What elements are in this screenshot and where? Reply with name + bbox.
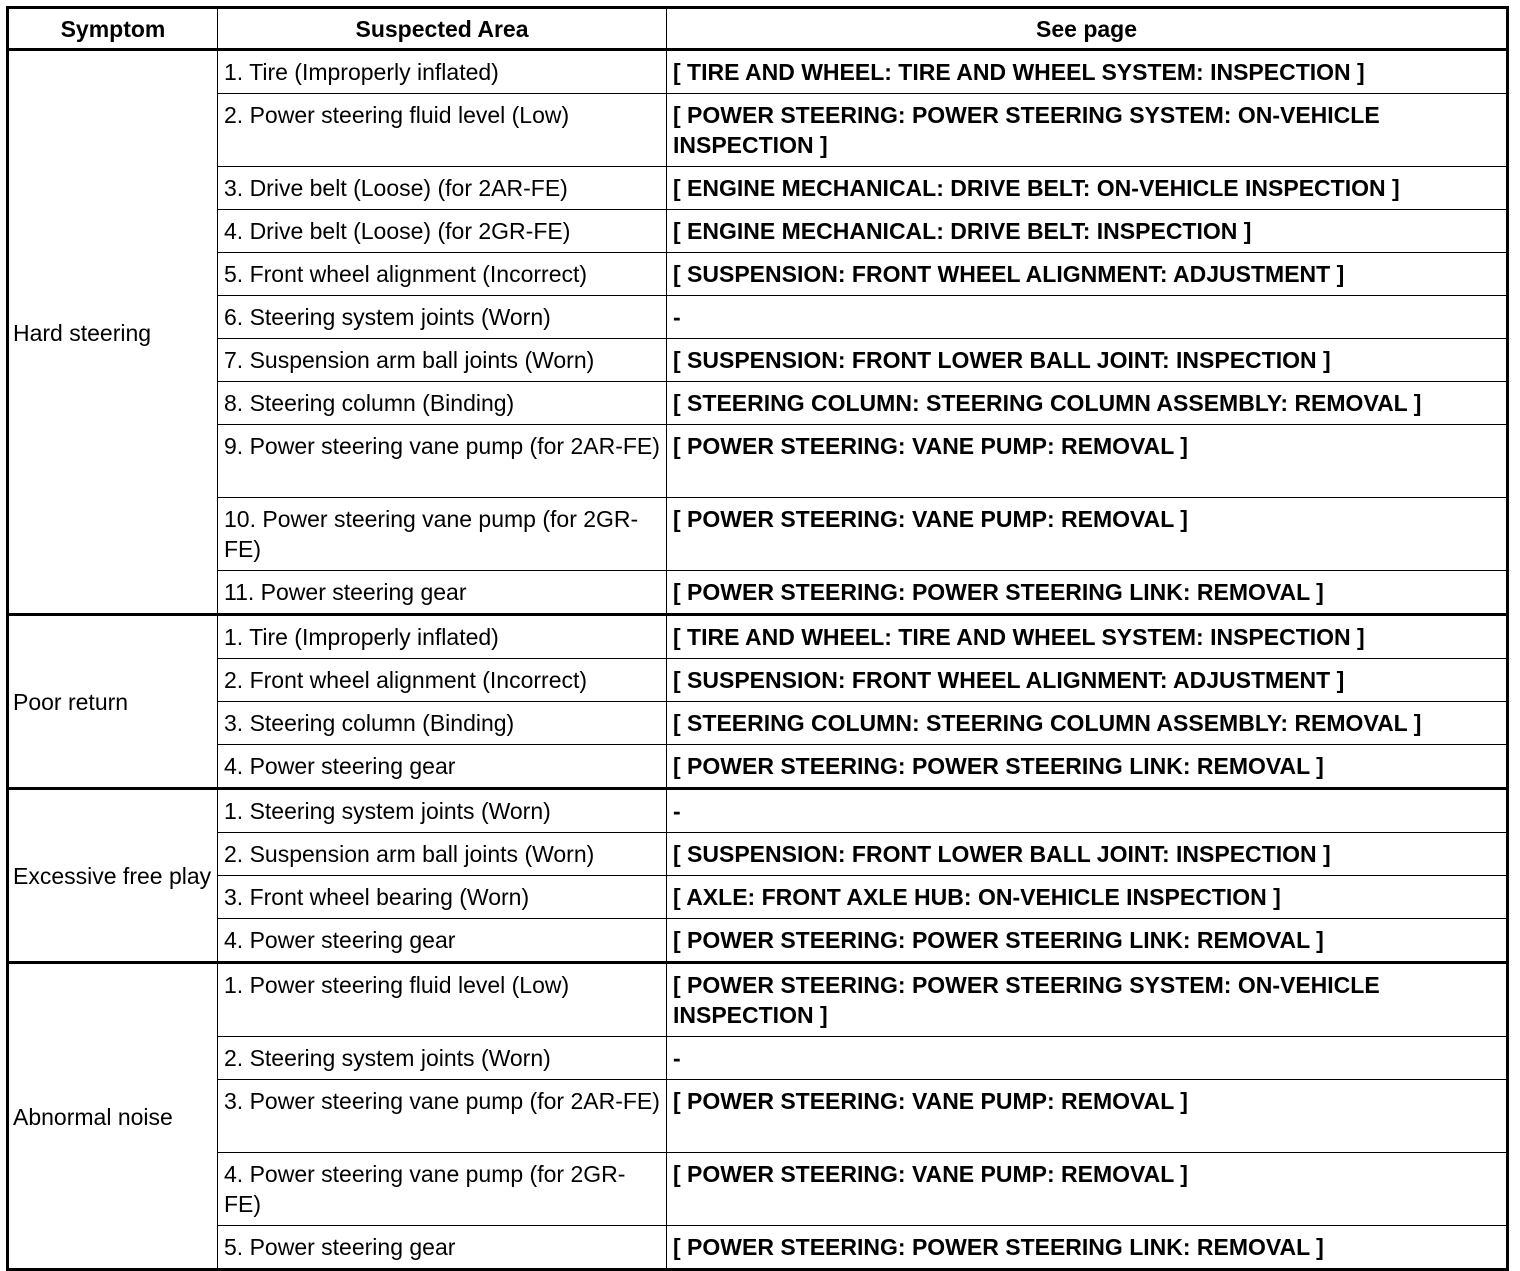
- suspected-area-cell: 3. Steering column (Binding): [218, 702, 667, 745]
- table-row: [8, 382, 1508, 425]
- symptom-group: [8, 615, 1508, 789]
- see-page-cell: [ POWER STEERING: VANE PUMP: REMOVAL ]: [667, 1153, 1508, 1226]
- see-page-cell: [ TIRE AND WHEEL: TIRE AND WHEEL SYSTEM: INSPECTION ]: [667, 615, 1508, 659]
- see-page-cell: [ POWER STEERING: VANE PUMP: REMOVAL ]: [667, 425, 1508, 498]
- table-row: [8, 659, 1508, 702]
- table-row: [8, 1226, 1508, 1270]
- header-row: [8, 8, 1508, 50]
- see-page-cell: [ POWER STEERING: POWER STEERING LINK: REMOVAL ]: [667, 745, 1508, 789]
- suspected-area-cell: 4. Power steering gear: [218, 745, 667, 789]
- symptom-cell: Hard steering: [8, 50, 218, 615]
- suspected-area-cell: 2. Steering system joints (Worn): [218, 1037, 667, 1080]
- see-page-cell: [ TIRE AND WHEEL: TIRE AND WHEEL SYSTEM: INSPECTION ]: [667, 50, 1508, 94]
- suspected-area-cell: 1. Steering system joints (Worn): [218, 789, 667, 833]
- see-page-cell: [ AXLE: FRONT AXLE HUB: ON-VEHICLE INSPECTION ]: [667, 876, 1508, 919]
- suspected-area-cell: 4. Power steering vane pump (for 2GR-FE): [218, 1153, 667, 1226]
- see-page-cell: [ POWER STEERING: VANE PUMP: REMOVAL ]: [667, 498, 1508, 571]
- suspected-area-cell: 5. Front wheel alignment (Incorrect): [218, 253, 667, 296]
- see-page-cell: [ POWER STEERING: POWER STEERING LINK: REMOVAL ]: [667, 571, 1508, 615]
- table-row: [8, 1153, 1508, 1226]
- see-page-cell: [ STEERING COLUMN: STEERING COLUMN ASSEMBLY: REMOVAL ]: [667, 382, 1508, 425]
- suspected-area-cell: 6. Steering system joints (Worn): [218, 296, 667, 339]
- diagnosis-table: [6, 6, 1509, 1271]
- header-suspected-area: Suspected Area: [218, 8, 667, 50]
- suspected-area-cell: 10. Power steering vane pump (for 2GR-FE): [218, 498, 667, 571]
- see-page-cell: [ SUSPENSION: FRONT WHEEL ALIGNMENT: ADJUSTMENT ]: [667, 659, 1508, 702]
- see-page-cell: -: [667, 296, 1508, 339]
- see-page-cell: [ ENGINE MECHANICAL: DRIVE BELT: ON-VEHICLE INSPECTION ]: [667, 167, 1508, 210]
- table-row: [8, 963, 1508, 1037]
- table-row: [8, 571, 1508, 615]
- see-page-cell: [ SUSPENSION: FRONT WHEEL ALIGNMENT: ADJUSTMENT ]: [667, 253, 1508, 296]
- suspected-area-cell: 2. Front wheel alignment (Incorrect): [218, 659, 667, 702]
- see-page-cell: [ POWER STEERING: POWER STEERING SYSTEM: ON-VEHICLE INSPECTION ]: [667, 963, 1508, 1037]
- suspected-area-cell: 9. Power steering vane pump (for 2AR-FE): [218, 425, 667, 498]
- see-page-cell: [ SUSPENSION: FRONT LOWER BALL JOINT: INSPECTION ]: [667, 339, 1508, 382]
- suspected-area-cell: 3. Drive belt (Loose) (for 2AR-FE): [218, 167, 667, 210]
- suspected-area-cell: 1. Tire (Improperly inflated): [218, 50, 667, 94]
- suspected-area-cell: 3. Power steering vane pump (for 2AR-FE): [218, 1080, 667, 1153]
- see-page-cell: [ POWER STEERING: POWER STEERING LINK: REMOVAL ]: [667, 919, 1508, 963]
- see-page-cell: [ SUSPENSION: FRONT LOWER BALL JOINT: INSPECTION ]: [667, 833, 1508, 876]
- table-row: [8, 296, 1508, 339]
- see-page-cell: -: [667, 789, 1508, 833]
- symptom-cell: Poor return: [8, 615, 218, 789]
- suspected-area-cell: 8. Steering column (Binding): [218, 382, 667, 425]
- suspected-area-cell: 4. Power steering gear: [218, 919, 667, 963]
- table-row: [8, 833, 1508, 876]
- table-row: [8, 1080, 1508, 1153]
- header-see-page: See page: [667, 8, 1508, 50]
- table-row: [8, 94, 1508, 167]
- suspected-area-cell: 2. Power steering fluid level (Low): [218, 94, 667, 167]
- see-page-cell: [ ENGINE MECHANICAL: DRIVE BELT: INSPECTION ]: [667, 210, 1508, 253]
- see-page-cell: [ POWER STEERING: VANE PUMP: REMOVAL ]: [667, 1080, 1508, 1153]
- table-row: [8, 789, 1508, 833]
- symptom-group: [8, 789, 1508, 963]
- see-page-cell: [ STEERING COLUMN: STEERING COLUMN ASSEMBLY: REMOVAL ]: [667, 702, 1508, 745]
- table-row: [8, 702, 1508, 745]
- suspected-area-cell: 1. Tire (Improperly inflated): [218, 615, 667, 659]
- suspected-area-cell: 2. Suspension arm ball joints (Worn): [218, 833, 667, 876]
- table-row: [8, 253, 1508, 296]
- symptom-group: [8, 963, 1508, 1270]
- table-row: [8, 425, 1508, 498]
- symptom-group: [8, 50, 1508, 615]
- suspected-area-cell: 3. Front wheel bearing (Worn): [218, 876, 667, 919]
- table-row: [8, 210, 1508, 253]
- table-row: [8, 339, 1508, 382]
- header-symptom: Symptom: [8, 8, 218, 50]
- suspected-area-cell: 7. Suspension arm ball joints (Worn): [218, 339, 667, 382]
- table-row: [8, 498, 1508, 571]
- suspected-area-cell: 1. Power steering fluid level (Low): [218, 963, 667, 1037]
- see-page-cell: [ POWER STEERING: POWER STEERING SYSTEM: ON-VEHICLE INSPECTION ]: [667, 94, 1508, 167]
- table-row: [8, 1037, 1508, 1080]
- see-page-cell: -: [667, 1037, 1508, 1080]
- suspected-area-cell: 11. Power steering gear: [218, 571, 667, 615]
- table-row: [8, 50, 1508, 94]
- table-row: [8, 745, 1508, 789]
- table-row: [8, 615, 1508, 659]
- table-row: [8, 167, 1508, 210]
- table-row: [8, 919, 1508, 963]
- see-page-cell: [ POWER STEERING: POWER STEERING LINK: REMOVAL ]: [667, 1226, 1508, 1270]
- symptom-cell: Abnormal noise: [8, 963, 218, 1270]
- suspected-area-cell: 4. Drive belt (Loose) (for 2GR-FE): [218, 210, 667, 253]
- suspected-area-cell: 5. Power steering gear: [218, 1226, 667, 1270]
- symptom-cell: Excessive free play: [8, 789, 218, 963]
- table-row: [8, 876, 1508, 919]
